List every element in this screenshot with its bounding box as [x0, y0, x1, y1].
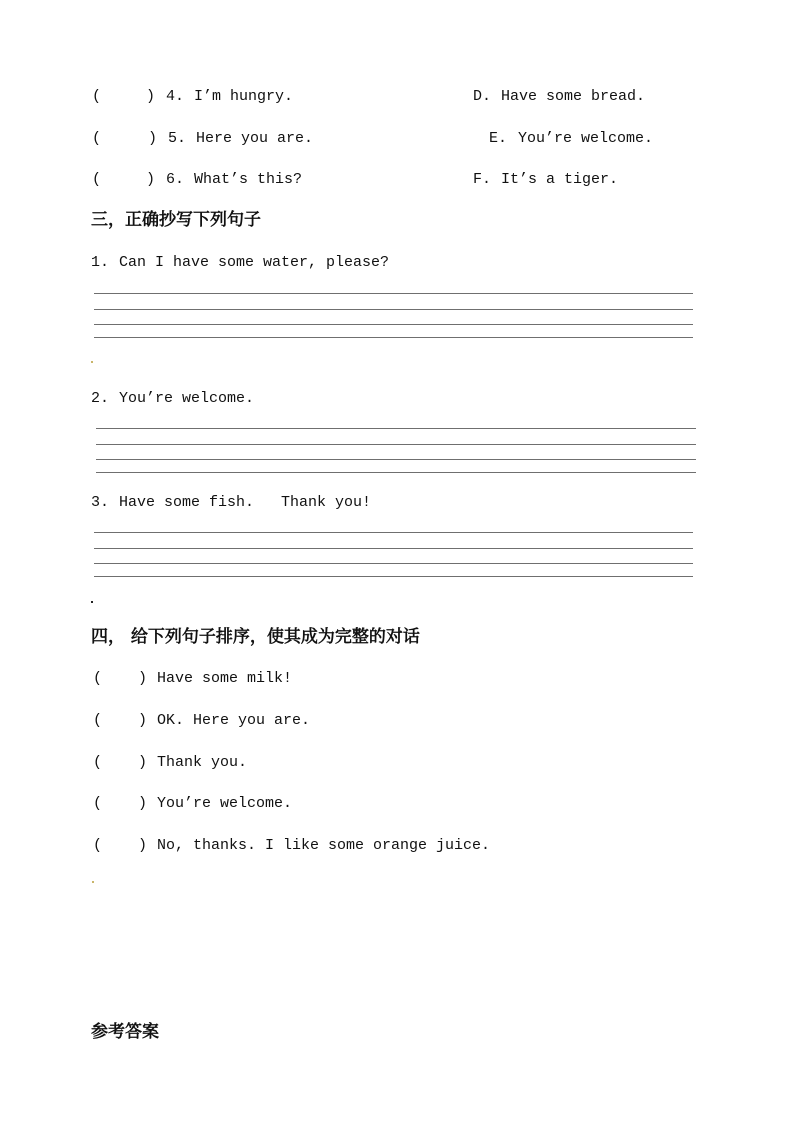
option-text: Have some bread. [501, 88, 646, 105]
dialogue-line: Have some milk! [157, 670, 293, 687]
option-letter: E. [489, 130, 508, 147]
section-heading: 参考答案 [91, 1022, 159, 1042]
order-blank-close: ) [138, 712, 148, 729]
answer-blank-close: ) [148, 130, 158, 147]
dialogue-line: No, thanks. I like some orange juice. [157, 837, 491, 854]
writing-line [94, 548, 693, 549]
dialogue-line: OK. Here you are. [157, 712, 311, 729]
writing-line [96, 472, 696, 473]
section-heading: 三，正确抄写下列句子 [91, 210, 261, 230]
writing-line [94, 324, 693, 325]
sentence-number: 3. [91, 494, 110, 511]
option-letter: D. [473, 88, 492, 105]
writing-line [96, 428, 696, 429]
sentence-number: 1. [91, 254, 110, 271]
paragraph-mark [91, 361, 93, 363]
order-blank-open: ( [93, 670, 103, 687]
paragraph-mark [92, 881, 94, 883]
answer-blank-open: ( [92, 130, 102, 147]
order-blank-close: ) [138, 795, 148, 812]
order-blank-close: ) [138, 754, 148, 771]
order-blank-close: ) [138, 837, 148, 854]
answer-blank-close: ) [146, 88, 156, 105]
sentence-text: Can I have some water, please? [119, 254, 390, 271]
writing-line [94, 293, 693, 294]
question-number: 6. [166, 171, 185, 188]
order-blank-open: ( [93, 795, 103, 812]
question-text: Here you are. [196, 130, 314, 147]
question-text: What’s this? [194, 171, 303, 188]
writing-line [94, 576, 693, 577]
option-letter: F. [473, 171, 492, 188]
question-text: I’m hungry. [194, 88, 294, 105]
writing-line [94, 309, 693, 310]
dialogue-line: Thank you. [157, 754, 248, 771]
order-blank-open: ( [93, 837, 103, 854]
writing-line [96, 459, 696, 460]
answer-blank-close: ) [146, 171, 156, 188]
answer-blank-open: ( [92, 171, 102, 188]
sentence-text: Have some fish. Thank you! [119, 494, 372, 511]
option-text: It’s a tiger. [501, 171, 619, 188]
order-blank-open: ( [93, 712, 103, 729]
paragraph-mark [91, 601, 93, 603]
answer-blank-open: ( [92, 88, 102, 105]
dialogue-line: You’re welcome. [157, 795, 293, 812]
writing-line [94, 532, 693, 533]
question-number: 4. [166, 88, 185, 105]
writing-line [96, 444, 696, 445]
section-heading: 四， 给下列句子排序，使其成为完整的对话 [91, 627, 420, 647]
option-text: You’re welcome. [518, 130, 654, 147]
sentence-text: You’re welcome. [119, 390, 255, 407]
order-blank-open: ( [93, 754, 103, 771]
order-blank-close: ) [138, 670, 148, 687]
writing-line [94, 337, 693, 338]
sentence-number: 2. [91, 390, 110, 407]
writing-line [94, 563, 693, 564]
question-number: 5. [168, 130, 187, 147]
